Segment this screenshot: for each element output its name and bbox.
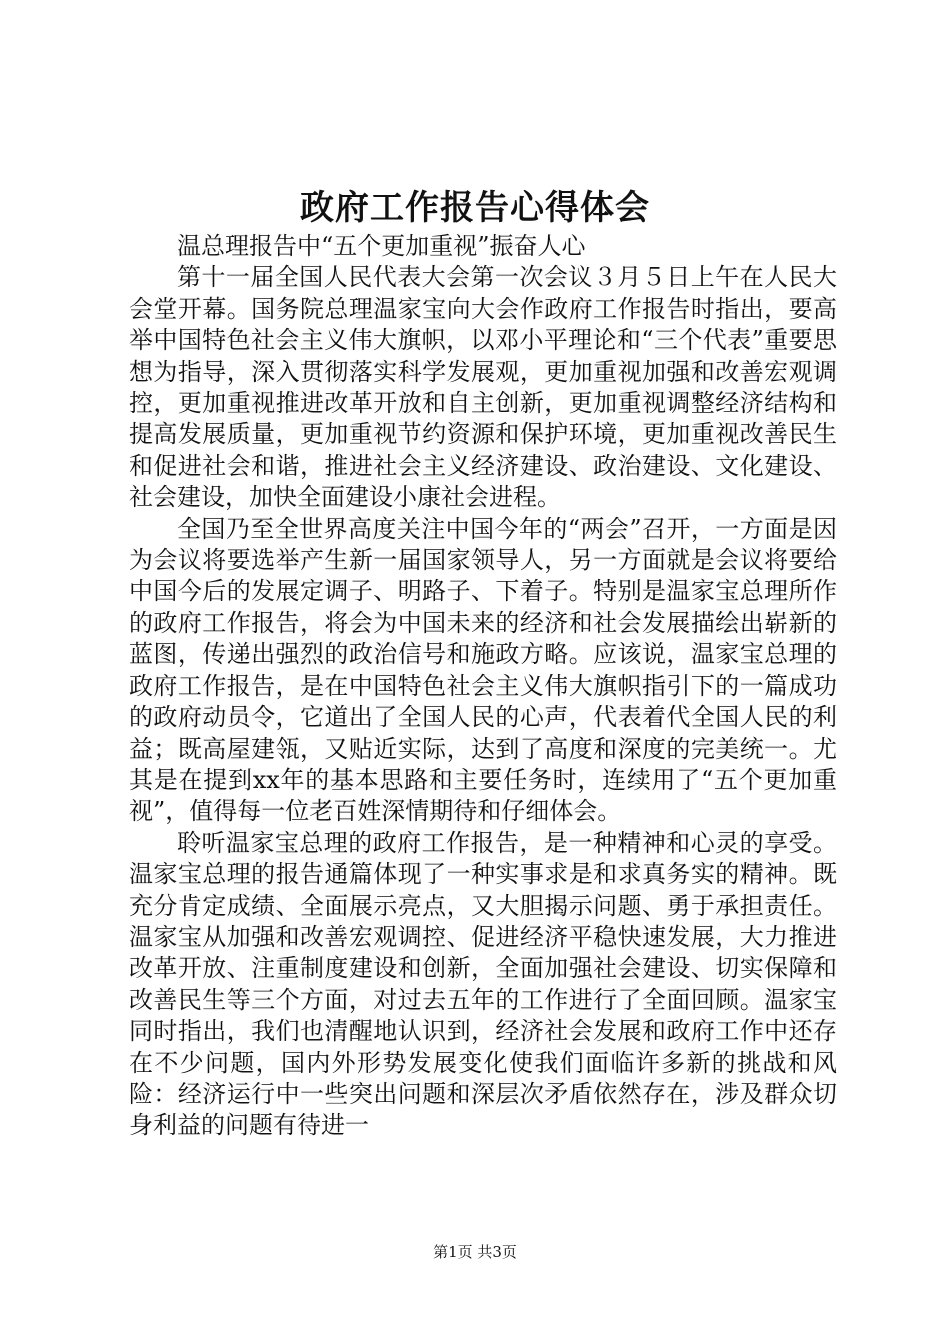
body-paragraph-2: 全国乃至全世界高度关注中国今年的“两会”召开，一方面是因为会议将要选举产生新一届国家领导人，另一方面就是会议将要给中国今后的发展定调子、明路子、下着子。特别是温家宝总理所作的政府工作报告，将会为中国未来的经济和社会发展描绘出崭新的蓝图，传递出强烈的政治信号和施政方略。应该说，温家宝总理的政府工作报告，是在中国特色社会主义伟大旗帜指引下的一篇成功的政府动员令，它道出了全国人民的心声，代表着代全国人民的利益；既高屋建瓴，又贴近实际，达到了高度和深度的完美统一。尤其是在提到xx年的基本思路和主要任务时，连续用了“五个更加重视”，值得每一位老百姓深情期待和仔细体会。 [129, 514, 837, 826]
body-paragraph-3: 聆听温家宝总理的政府工作报告，是一种精神和心灵的享受。温家宝总理的报告通篇体现了一种实事求是和求真务实的精神。既充分肯定成绩、全面展示亮点，又大胆揭示问题、勇于承担责任。温家宝从加强和改善宏观调控、促进经济平稳快速发展，大力推进改革开放、注重制度建设和创新，全面加强社会建设、切实保障和改善民生等三个方面，对过去五年的工作进行了全面回顾。温家宝同时指出，我们也清醒地认识到，经济社会发展和政府工作中还存在不少问题，国内外形势发展变化使我们面临许多新的挑战和风险：经济运行中一些突出问题和深层次矛盾依然存在，涉及群众切身利益的问题有待进一 [129, 828, 837, 1140]
subtitle-paragraph: 温总理报告中“五个更加重视”振奋人心 [177, 232, 586, 260]
page-footer: 第1页 共3页 [433, 1243, 517, 1261]
document-body [129, 231, 837, 1142]
body-paragraph-1: 第十一届全国人民代表大会第一次会议３月５日上午在人民大会堂开幕。国务院总理温家宝向大会作政府工作报告时指出，要高举中国特色社会主义伟大旗帜，以邓小平理论和“三个代表”重要思想为指导，深入贯彻落实科学发展观，更加重视加强和改善宏观调控，更加重视推进改革开放和自主创新，更加重视调整经济结构和提高发展质量，更加重视节约资源和保护环境，更加重视改善民生和促进社会和谐，推进社会主义经济建设、政治建设、文化建设、社会建设，加快全面建设小康社会进程。 [129, 263, 837, 512]
document-title: 政府工作报告心得体会 [300, 188, 650, 228]
